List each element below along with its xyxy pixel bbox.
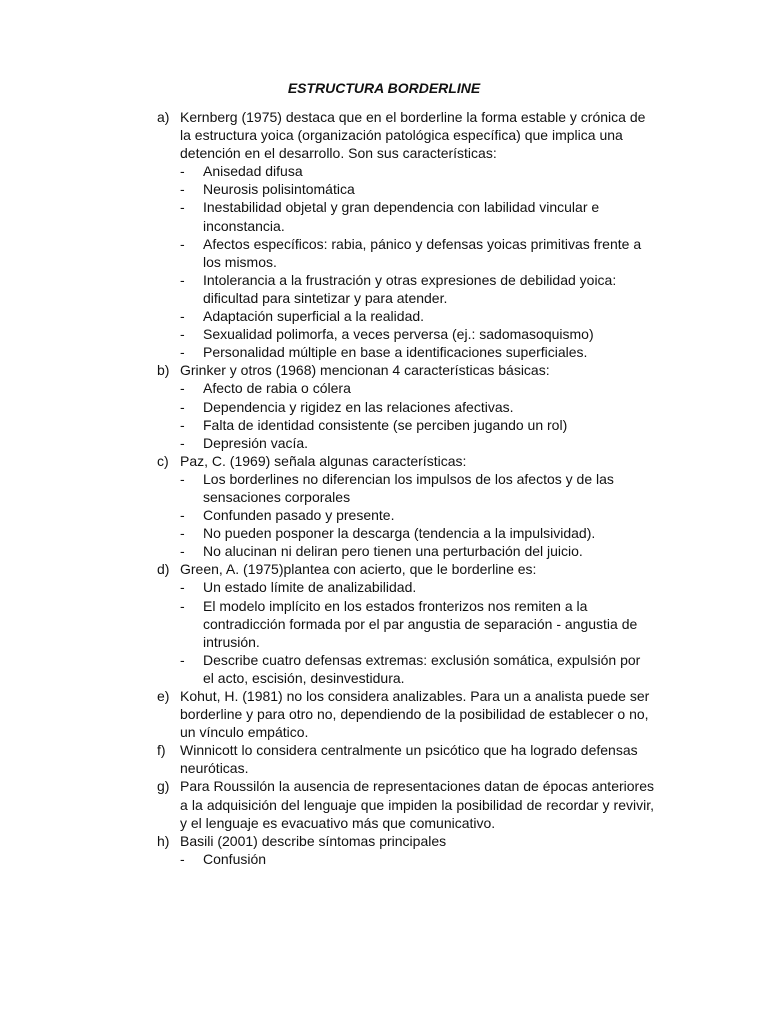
bullet-item [157, 651, 654, 687]
bullet-item [157, 307, 654, 325]
list-item-marker: c) [157, 452, 169, 469]
list-item-marker: f) [157, 742, 166, 759]
bullet-item [157, 416, 654, 434]
bullet-text: El modelo implícito en los estados fronterizos nos remiten a la contradicción formada por el par angustia de separación - angustia de intrusión. [203, 597, 638, 650]
bullet-dash: - [180, 651, 185, 668]
bullet-text: No pueden posponer la descarga (tendencia a la impulsividad). [203, 525, 596, 542]
bullet-text: Depresión vacía. [203, 434, 309, 451]
list-item [157, 361, 654, 379]
bullet-text: Inestabilidad objetal y gran dependencia con labilidad vincular e inconstancia. [203, 199, 600, 234]
bullet-item [157, 398, 654, 416]
list-item-marker: b) [157, 362, 170, 379]
bullet-dash: - [180, 308, 185, 325]
list-item-text: Grinker y otros (1968) mencionan 4 características básicas: [180, 362, 550, 379]
bullet-item [157, 343, 654, 361]
list-item-text: Kernberg (1975) destaca que en el borderline la forma estable y crónica de la estructura yoica (organización patológica específica) que implica una detención en el desarrollo. Son sus características: [180, 109, 646, 162]
bullet-item [157, 597, 654, 651]
bullet-text: Intolerancia a la frustración y otras expresiones de debilidad yoica: dificultad para sintetizar y para atender. [203, 271, 617, 306]
bullet-item [157, 470, 654, 506]
bullet-item [157, 850, 654, 868]
list-item [157, 108, 654, 162]
list-item-text: Basili (2001) describe síntomas principales [180, 832, 447, 849]
bullet-item [157, 506, 654, 524]
list-item-marker: a) [157, 109, 170, 125]
bullet-text: Personalidad múltiple en base a identificaciones superficiales. [203, 344, 588, 361]
list-item-text: Paz, C. (1969) señala algunas características: [180, 452, 467, 469]
list-item-marker: e) [157, 688, 170, 704]
bullet-item [157, 162, 654, 180]
bullet-item [157, 325, 654, 343]
list-item-text: Winnicott lo considera centralmente un psicótico que ha logrado defensas neuróticas. [180, 742, 638, 777]
bullet-dash: - [180, 543, 185, 560]
bullet-dash: - [180, 579, 185, 596]
list-item [157, 832, 654, 850]
bullet-text: Los borderlines no diferencian los impulsos de los afectos y de las sensaciones corporales [203, 470, 614, 505]
list-item-marker: g) [157, 778, 170, 795]
bullet-text: No alucinan ni deliran pero tienen una perturbación del juicio. [203, 543, 583, 560]
page-title: ESTRUCTURA BORDERLINE [287, 80, 481, 96]
bullet-dash: - [180, 326, 185, 343]
list-item [157, 687, 654, 741]
bullet-text: Anisedad difusa [203, 163, 303, 180]
bullet-item [157, 271, 654, 307]
bullet-dash: - [180, 271, 185, 288]
list-item-marker: h) [157, 832, 170, 849]
bullet-dash: - [180, 434, 185, 451]
bullet-dash: - [180, 163, 185, 180]
bullet-item [157, 524, 654, 542]
bullet-dash: - [180, 380, 185, 397]
list-item-text: Green, A. (1975)plantea con acierto, que le borderline es: [180, 561, 537, 578]
bullet-text: Describe cuatro defensas extremas: exclusión somática, expulsión por el acto, escisión, desinvestidura. [203, 651, 641, 686]
list-item-marker: d) [157, 561, 170, 578]
bullet-dash: - [180, 525, 185, 542]
bullet-text: Neurosis polisintomática [203, 181, 355, 198]
document-body [157, 108, 654, 868]
list-item [157, 741, 654, 777]
bullet-item [157, 542, 654, 560]
bullet-dash: - [180, 597, 185, 614]
bullet-text: Afecto de rabia o cólera [203, 380, 351, 397]
bullet-text: Dependencia y rigidez en las relaciones afectivas. [203, 398, 514, 415]
bullet-text: Afectos específicos: rabia, pánico y defensas yoicas primitivas frente a los mismos. [203, 235, 642, 270]
bullet-item [157, 434, 654, 452]
bullet-text: Confusión [203, 850, 267, 867]
list-item [157, 560, 654, 578]
bullet-text: Confunden pasado y presente. [203, 507, 395, 524]
list-item-text: Para Roussilón la ausencia de representaciones datan de épocas anteriores a la adquisición del lenguaje que impiden la posibilidad de recordar y revivir, y el lenguaje es evacuativo más que comunicativo. [180, 778, 654, 831]
bullet-dash: - [180, 199, 185, 216]
bullet-text: Adaptación superficial a la realidad. [203, 308, 425, 325]
bullet-dash: - [180, 470, 185, 487]
bullet-text: Sexualidad polimorfa, a veces perversa (ej.: sadomasoquismo) [203, 326, 594, 343]
bullet-item [157, 235, 654, 271]
bullet-item [157, 379, 654, 397]
bullet-dash: - [180, 416, 185, 433]
bullet-item [157, 180, 654, 198]
bullet-dash: - [180, 344, 185, 361]
bullet-dash: - [180, 181, 185, 198]
bullet-dash: - [180, 235, 185, 252]
bullet-text: Falta de identidad consistente (se perciben jugando un rol) [203, 416, 568, 433]
bullet-dash: - [180, 850, 185, 867]
list-item [157, 777, 654, 831]
bullet-dash: - [180, 398, 185, 415]
bullet-item [157, 578, 654, 596]
list-item-text: Kohut, H. (1981) no los considera analizables. Para un a analista puede ser borderline y para otro no, dependiendo de la posibilidad de establecer o no, un vínculo empático. [180, 688, 650, 741]
bullet-dash: - [180, 507, 185, 524]
bullet-text: Un estado límite de analizabilidad. [203, 579, 417, 596]
bullet-item [157, 198, 654, 234]
list-item [157, 452, 654, 470]
